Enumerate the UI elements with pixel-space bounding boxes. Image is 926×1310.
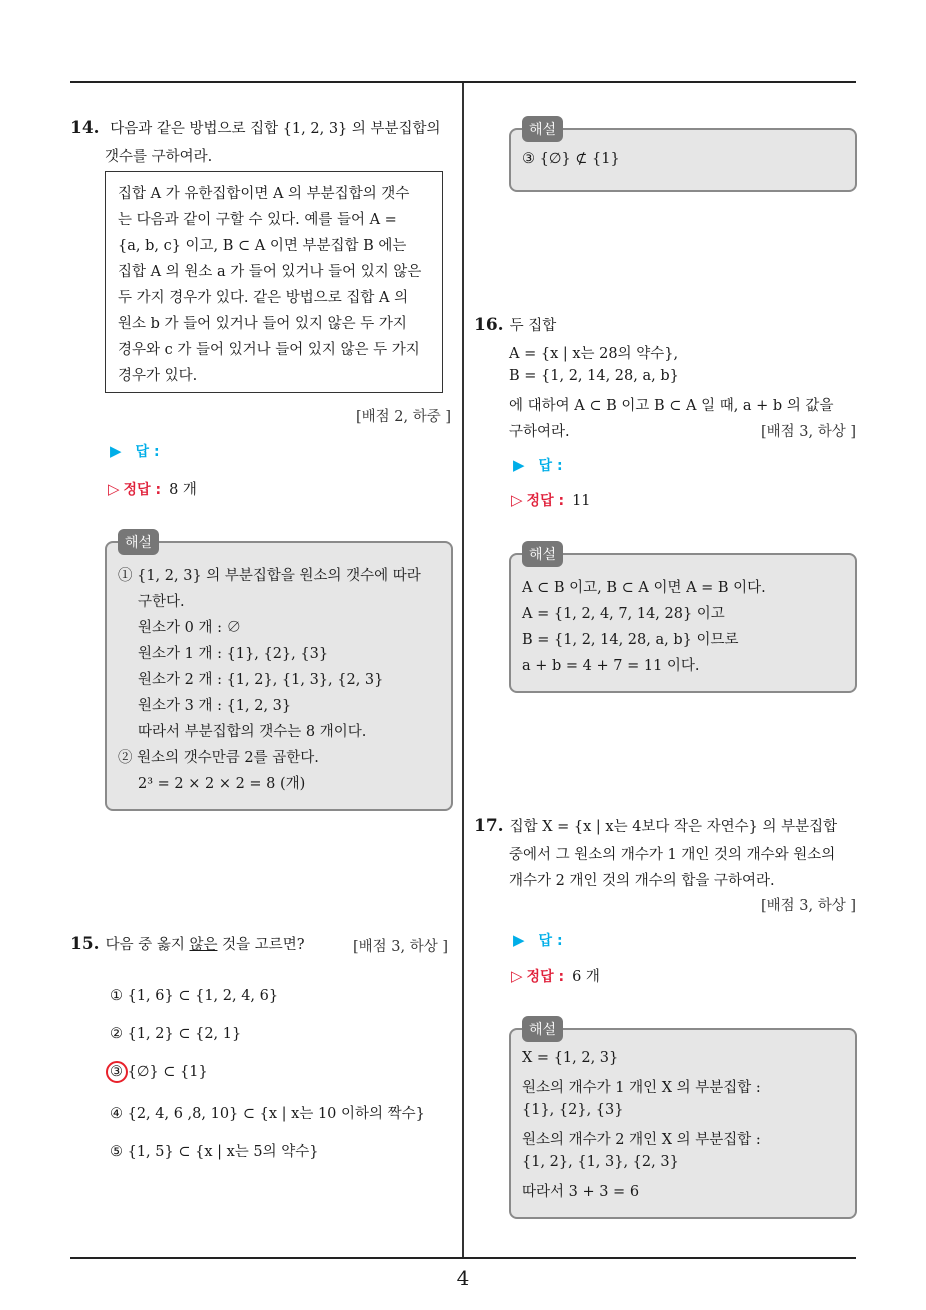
question-text-line: 개수가 2 개인 것의 개수의 합을 구하여라.: [509, 873, 775, 889]
question-number: 17.: [474, 816, 504, 836]
info-box-line: 는 다음과 같이 구할 수 있다. 예를 들어 A =: [118, 212, 397, 228]
solution-line: 원소가 2 개 : {1, 2}, {1, 3}, {2, 3}: [138, 672, 384, 688]
solution-line: ② 원소의 갯수만큼 2를 곱한다.: [118, 750, 319, 766]
solution-line: {1}, {2}, {3}: [522, 1102, 624, 1118]
info-box-line: 두 가지 경우가 있다. 같은 방법으로 집합 A 의: [118, 290, 409, 306]
correct-answer: ▷ 정답 : 11: [511, 491, 591, 509]
info-box-line: 집합 A 의 원소 a 가 들어 있거나 들어 있지 않은: [118, 264, 422, 280]
solution-line: 구한다.: [138, 594, 185, 610]
solution-line: 2³ = 2 × 2 × 2 = 8 (개): [138, 776, 306, 792]
solution-tag: 해설: [522, 1016, 563, 1042]
info-box: [105, 171, 443, 393]
answer-label: ▶ 답 :: [513, 931, 563, 949]
question-text-line: 중에서 그 원소의 개수가 1 개인 것의 개수와 원소의: [509, 847, 836, 863]
solution-line: 원소가 3 개 : {1, 2, 3}: [138, 698, 292, 714]
question-text-line: 집합 X = {x | x는 4보다 작은 자연수} 의 부분집합: [509, 819, 838, 835]
score-label: [배점 2, 하중 ]: [355, 409, 451, 425]
play-triangle-icon: ▶: [513, 931, 525, 949]
correct-answer: ▷ 정답 : 8 개: [108, 480, 197, 498]
score-label: [배점 3, 하상 ]: [760, 424, 856, 440]
question-text-line: 에 대하여 A ⊂ B 이고 B ⊂ A 일 때, a + b 의 값을: [509, 398, 834, 414]
page-number: 4: [456, 1266, 470, 1290]
info-box-line: 집합 A 가 유한집합이면 A 의 부분집합의 갯수: [118, 186, 410, 202]
solution-line: X = {1, 2, 3}: [522, 1050, 619, 1066]
question-text-line: 구하여라.: [509, 424, 570, 440]
question-text-line: A = {x | x는 28의 약수},: [509, 346, 679, 362]
selected-circle-mark: [106, 1061, 128, 1083]
option-2[interactable]: ② {1, 2} ⊂ {2, 1}: [110, 1026, 242, 1042]
solution-line: 원소의 개수가 1 개인 X 의 부분집합 :: [522, 1080, 761, 1096]
info-box-line: 원소 b 가 들어 있거나 들어 있지 않은 두 가지: [118, 316, 407, 332]
question-text-underlined: 않은: [189, 937, 218, 953]
option-3[interactable]: ③ {∅} ⊂ {1}: [110, 1064, 208, 1080]
option-1[interactable]: ① {1, 6} ⊂ {1, 2, 4, 6}: [110, 988, 279, 1004]
solution-line: 따라서 부분집합의 갯수는 8 개이다.: [138, 724, 367, 740]
solution-line: {1, 2}, {1, 3}, {2, 3}: [522, 1154, 679, 1170]
solution-line: ① {1, 2, 3} 의 부분집합을 원소의 갯수에 따라: [118, 568, 421, 584]
solution-line: A ⊂ B 이고, B ⊂ A 이면 A = B 이다.: [522, 580, 766, 596]
play-triangle-icon: ▶: [513, 456, 525, 474]
bottom-rule: [70, 1257, 856, 1259]
solution-tag: 해설: [522, 116, 563, 142]
correct-answer: ▷ 정답 : 6 개: [511, 967, 600, 985]
question-text: 다음 중 옳지: [105, 937, 190, 953]
question-number: 14.: [70, 118, 100, 138]
score-label: [배점 3, 하상 ]: [352, 939, 448, 955]
option-5[interactable]: ⑤ {1, 5} ⊂ {x | x는 5의 약수}: [110, 1144, 319, 1160]
solution-line: a + b = 4 + 7 = 11 이다.: [522, 658, 700, 674]
answer-label: ▶ 답 :: [110, 442, 160, 460]
solution-line: ③ {∅} ⊄ {1}: [522, 151, 620, 167]
solution-line: B = {1, 2, 14, 28, a, b} 이므로: [522, 632, 739, 648]
question-number: 15.: [70, 934, 100, 954]
solution-tag: 해설: [522, 541, 563, 567]
solution-tag: 해설: [118, 529, 159, 555]
outline-triangle-icon: ▷: [511, 491, 523, 509]
info-box-line: 경우가 있다.: [118, 368, 198, 384]
option-4[interactable]: ④ {2, 4, 6 ,8, 10} ⊂ {x | x는 10 이하의 짝수}: [110, 1106, 425, 1122]
outline-triangle-icon: ▷: [108, 480, 120, 498]
solution-line: A = {1, 2, 4, 7, 14, 28} 이고: [522, 606, 725, 622]
info-box-line: {a, b, c} 이고, B ⊂ A 이면 부분집합 B 에는: [118, 238, 407, 254]
answer-label: ▶ 답 :: [513, 456, 563, 474]
question-text-line: 다음과 같은 방법으로 집합 {1, 2, 3} 의 부분집합의: [110, 121, 441, 137]
solution-line: 원소가 1 개 : {1}, {2}, {3}: [138, 646, 329, 662]
play-triangle-icon: ▶: [110, 442, 122, 460]
solution-line: 원소가 0 개 : ∅: [138, 620, 242, 636]
question-text-line: 갯수를 구하여라.: [105, 149, 213, 165]
solution-line: 따라서 3 + 3 = 6: [522, 1184, 640, 1200]
outline-triangle-icon: ▷: [511, 967, 523, 985]
info-box-line: 경우와 c 가 들어 있거나 들어 있지 않은 두 가지: [118, 342, 420, 358]
question-text-line: B = {1, 2, 14, 28, a, b}: [509, 368, 679, 384]
score-label: [배점 3, 하상 ]: [760, 898, 856, 914]
column-divider: [462, 83, 464, 1257]
question-number: 16.: [474, 315, 504, 335]
question-text: 것을 고르면?: [217, 937, 305, 953]
question-text-line: 두 집합: [509, 318, 557, 334]
solution-line: 원소의 개수가 2 개인 X 의 부분집합 :: [522, 1132, 761, 1148]
